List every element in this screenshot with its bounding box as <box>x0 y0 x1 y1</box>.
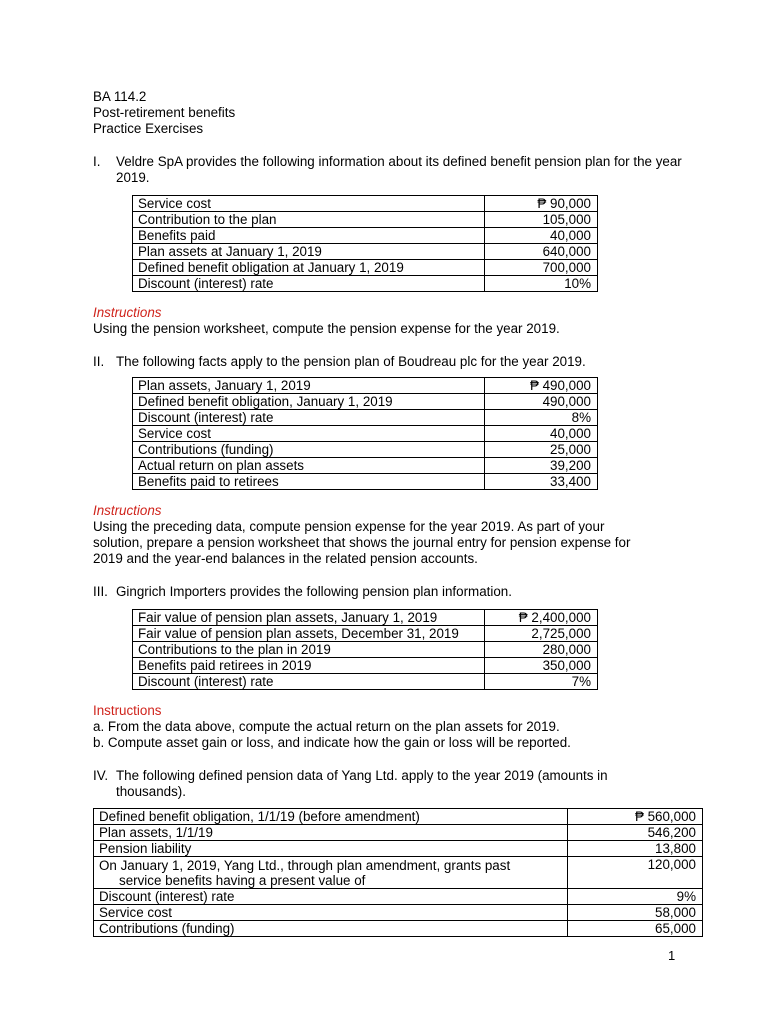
row-value: 65,000 <box>568 921 703 937</box>
instructions-label: Instructions <box>93 305 162 320</box>
row-label: Discount (interest) rate <box>94 889 568 905</box>
row-value: 640,000 <box>485 244 598 260</box>
table-row <box>133 610 598 626</box>
table-row <box>133 212 598 228</box>
row-value: 105,000 <box>485 212 598 228</box>
row-value: ₱ 2,400,000 <box>485 610 598 626</box>
table-row <box>133 276 598 292</box>
row-label-multiline <box>94 857 568 889</box>
row-value: 120,000 <box>568 857 703 889</box>
instructions-label: Instructions <box>93 503 162 518</box>
row-value: ₱ 560,000 <box>568 809 703 825</box>
row-label: Plan assets, January 1, 2019 <box>133 378 485 394</box>
row-value: 8% <box>485 410 598 426</box>
table-row <box>133 674 598 690</box>
row-label: Discount (interest) rate <box>133 410 485 426</box>
row-label: Pension liability <box>94 841 568 857</box>
table-row <box>133 642 598 658</box>
row-label: Actual return on plan assets <box>133 458 485 474</box>
instructions-item-a: a. From the data above, compute the actual return on the plan assets for 2019. <box>93 719 560 734</box>
instructions-text: Using the preceding data, compute pension expense for the year 2019. As part of your solution, prepare a pension worksheet that shows the journal entry for pension expense for 2019 and the year-end balances in the related pension accounts. <box>93 519 631 566</box>
document-page <box>93 89 713 937</box>
row-label: Contributions (funding) <box>94 921 568 937</box>
table-row <box>133 626 598 642</box>
section-number: I. <box>93 154 101 169</box>
row-label: Defined benefit obligation at January 1, 2019 <box>133 260 485 276</box>
section-number: IV. <box>93 768 109 783</box>
table-row <box>94 841 703 857</box>
row-label: Benefits paid to retirees <box>133 474 485 490</box>
row-value: 40,000 <box>485 426 598 442</box>
instructions-item-b: b. Compute asset gain or loss, and indicate how the gain or loss will be reported. <box>93 735 571 750</box>
course-code: BA 114.2 <box>93 89 147 104</box>
section-3-table <box>132 609 598 690</box>
section-3-heading <box>93 584 713 600</box>
row-value: 700,000 <box>485 260 598 276</box>
table-row <box>94 809 703 825</box>
table-row <box>94 921 703 937</box>
table-row <box>133 442 598 458</box>
table-row <box>133 394 598 410</box>
row-label: Benefits paid retirees in 2019 <box>133 658 485 674</box>
row-label: Plan assets at January 1, 2019 <box>133 244 485 260</box>
row-label: Contributions (funding) <box>133 442 485 458</box>
table-row <box>133 474 598 490</box>
row-value: 33,400 <box>485 474 598 490</box>
table-row <box>133 228 598 244</box>
table-row <box>133 244 598 260</box>
row-value: ₱ 490,000 <box>485 378 598 394</box>
table-row <box>133 260 598 276</box>
table-row <box>94 825 703 841</box>
row-value: 13,800 <box>568 841 703 857</box>
page-number: 1 <box>668 948 676 963</box>
row-value: 490,000 <box>485 394 598 410</box>
section-4-heading <box>93 768 713 800</box>
row-value: 9% <box>568 889 703 905</box>
section-text: Gingrich Importers provides the following pension plan information. <box>116 584 512 599</box>
section-number: II. <box>93 354 105 369</box>
section-text: Veldre SpA provides the following information about its defined benefit pension plan for the year 2019. <box>116 154 682 185</box>
row-label: Discount (interest) rate <box>133 674 485 690</box>
row-label: Contribution to the plan <box>133 212 485 228</box>
document-subtitle: Practice Exercises <box>93 121 204 136</box>
section-text: The following defined pension data of Yang Ltd. apply to the year 2019 (amounts in thousands). <box>116 768 608 799</box>
row-value: 39,200 <box>485 458 598 474</box>
row-value: 546,200 <box>568 825 703 841</box>
table-row <box>133 410 598 426</box>
row-label: Discount (interest) rate <box>133 276 485 292</box>
section-4-table <box>93 808 703 937</box>
table-row <box>133 378 598 394</box>
row-label: Fair value of pension plan assets, January 1, 2019 <box>133 610 485 626</box>
row-value: 40,000 <box>485 228 598 244</box>
row-value: ₱ 90,000 <box>485 196 598 212</box>
row-value: 58,000 <box>568 905 703 921</box>
document-topic: Post-retirement benefits <box>93 105 236 120</box>
row-label: Service cost <box>133 426 485 442</box>
section-1-heading <box>93 154 713 186</box>
section-number: III. <box>93 584 108 599</box>
table-row <box>94 857 703 889</box>
section-1-table <box>132 195 598 292</box>
instructions-text: Using the pension worksheet, compute the pension expense for the year 2019. <box>93 321 560 336</box>
row-label: Benefits paid <box>133 228 485 244</box>
row-label: Defined benefit obligation, January 1, 2019 <box>133 394 485 410</box>
row-value: 280,000 <box>485 642 598 658</box>
row-label: Service cost <box>94 905 568 921</box>
row-label: Defined benefit obligation, 1/1/19 (before amendment) <box>94 809 568 825</box>
table-row <box>133 658 598 674</box>
table-row <box>94 889 703 905</box>
row-label: Fair value of pension plan assets, December 31, 2019 <box>133 626 485 642</box>
row-label-continued: service benefits having a present value of <box>119 872 366 888</box>
row-label: Service cost <box>133 196 485 212</box>
row-value: 2,725,000 <box>485 626 598 642</box>
row-value: 25,000 <box>485 442 598 458</box>
row-value: 350,000 <box>485 658 598 674</box>
table-row <box>94 905 703 921</box>
row-label: On January 1, 2019, Yang Ltd., through plan amendment, grants past <box>99 857 511 873</box>
row-label: Plan assets, 1/1/19 <box>94 825 568 841</box>
row-value: 10% <box>485 276 598 292</box>
row-value: 7% <box>485 674 598 690</box>
table-row <box>133 458 598 474</box>
section-text: The following facts apply to the pension plan of Boudreau plc for the year 2019. <box>116 354 586 369</box>
section-2-heading <box>93 354 713 370</box>
table-row <box>133 426 598 442</box>
section-2-table <box>132 377 598 490</box>
instructions-label: Instructions <box>93 703 162 718</box>
row-label: Contributions to the plan in 2019 <box>133 642 485 658</box>
table-row <box>133 196 598 212</box>
